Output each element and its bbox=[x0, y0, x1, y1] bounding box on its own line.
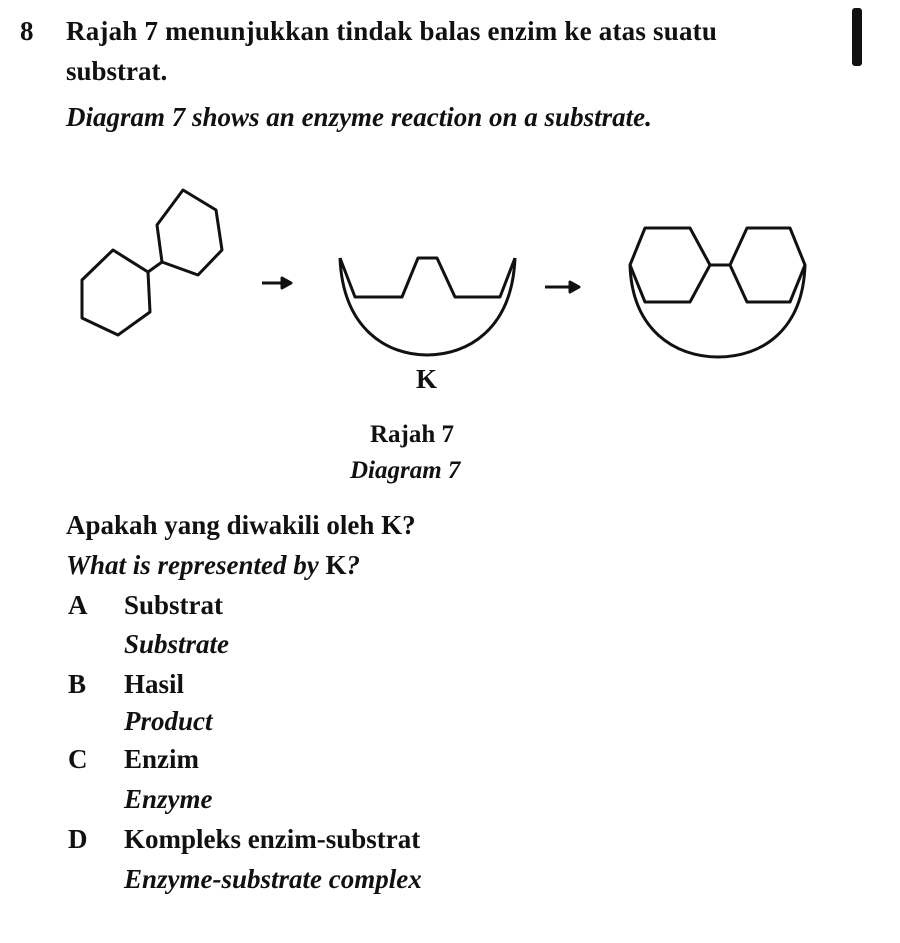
prompt-english-text: What is represented by bbox=[66, 550, 326, 580]
substrate-molecule bbox=[82, 190, 222, 335]
enzyme-substrate-complex bbox=[630, 228, 805, 357]
diagram-caption-english: Diagram 7 bbox=[350, 457, 461, 484]
prompt-english-k: K bbox=[325, 550, 347, 580]
enzyme-k bbox=[340, 258, 515, 355]
question-number: 8 bbox=[20, 16, 34, 46]
prompt-malay bbox=[66, 512, 416, 539]
option-english: Enzyme bbox=[124, 784, 213, 814]
diagram-caption-malay: Rajah 7 bbox=[370, 421, 455, 448]
question-text-malay: Rajah 7 menunjukkan tindak balas enzim ke atas suatu bbox=[66, 16, 718, 46]
option-english: Enzyme-substrate complex bbox=[124, 864, 422, 894]
option-malay: Enzim bbox=[124, 744, 200, 774]
option-english: Substrate bbox=[124, 629, 230, 659]
prompt-malay-k: K bbox=[381, 510, 403, 540]
prompt-malay-text: Apakah yang diwakili oleh bbox=[66, 510, 382, 540]
prompt-english bbox=[66, 552, 360, 579]
option-letter: B bbox=[68, 669, 87, 699]
option-letter: D bbox=[68, 824, 88, 854]
option-letter: C bbox=[68, 744, 88, 774]
prompt-english-suffix: ? bbox=[346, 550, 361, 580]
option-english: Product bbox=[124, 706, 213, 736]
option-malay: Substrat bbox=[124, 590, 224, 620]
option-malay: Hasil bbox=[124, 669, 185, 699]
arrow-icon bbox=[262, 278, 291, 288]
prompt-malay-suffix: ? bbox=[402, 510, 416, 540]
question-text-english: Diagram 7 shows an enzyme reaction on a substrate. bbox=[66, 102, 652, 132]
option-malay: Kompleks enzim-substrat bbox=[124, 824, 421, 854]
label-k: K bbox=[416, 364, 438, 394]
question-text-malay-cont: substrat. bbox=[66, 56, 168, 86]
option-letter: A bbox=[68, 590, 88, 620]
arrow-icon bbox=[545, 282, 579, 292]
